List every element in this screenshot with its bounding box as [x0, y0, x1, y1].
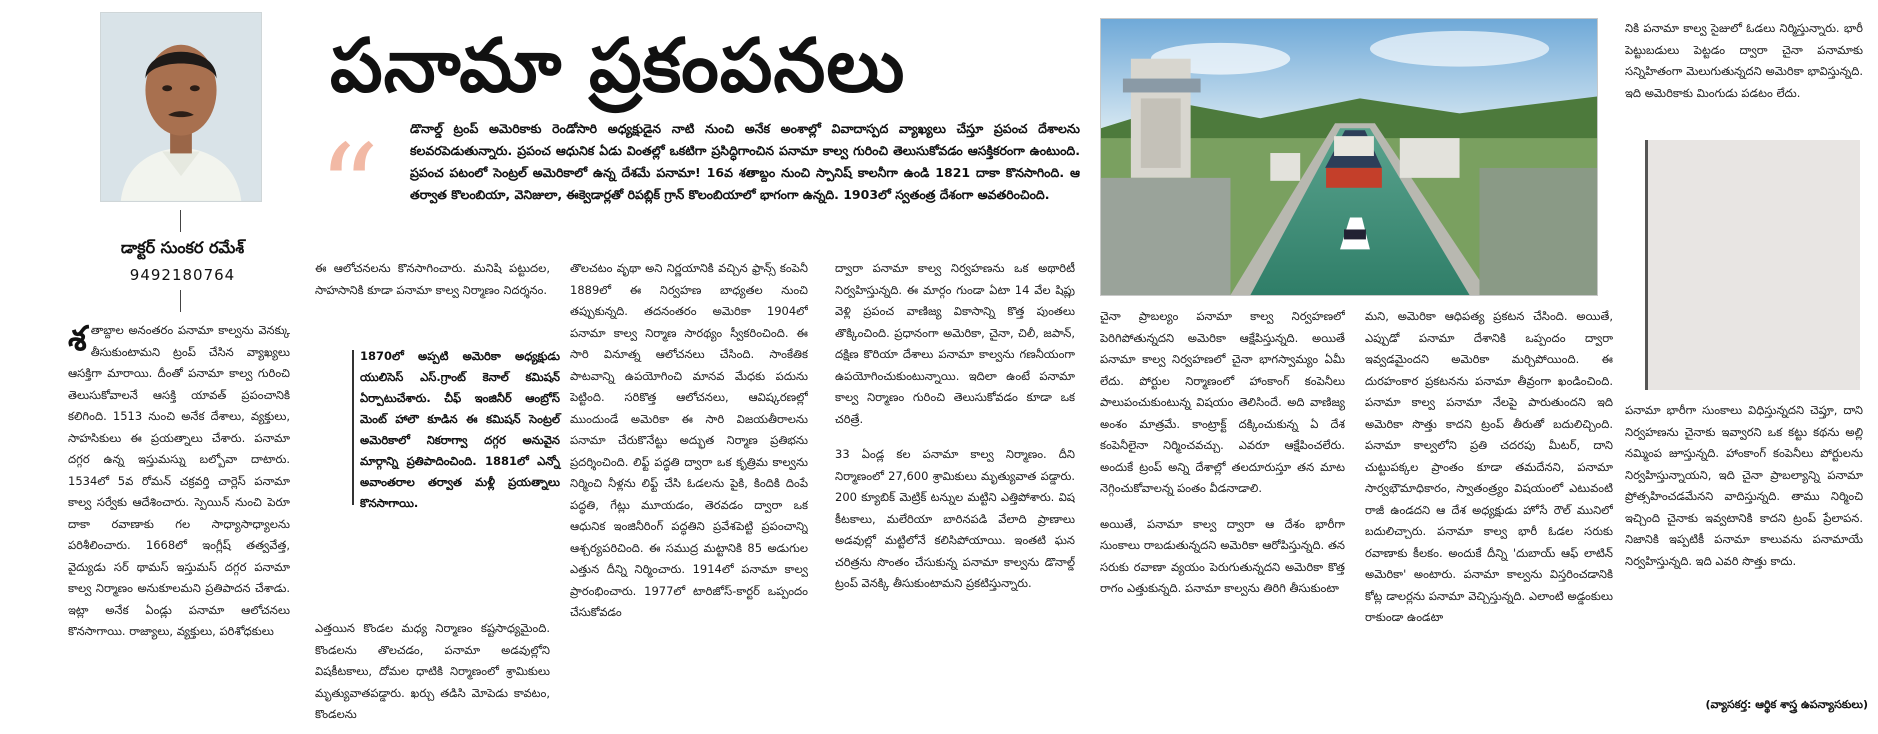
panama-canal-photo — [1100, 18, 1598, 296]
highlight-box-bar — [1645, 140, 1648, 390]
article-column-2-bottom — [315, 618, 550, 723]
divider-line — [180, 210, 181, 232]
column-text: 33 ఏండ్ల కల పనామా కాల్వ నిర్మాణం. దీని నిర్మాణంలో 27,600 శ్రామికులు మృత్యువాత పడ్డారు. 200 క్యూబిక్ మెట్రిక్ టన్నుల మట్టిని ఎత్తిపోశారు. విష కీటకాలు, మలేరియా బారినపడి వేలాది ప్రాణాలు అడవుల్లో మట్టిలోనే కలిసిపోయాయి. ఇంతటి ఘన చరిత్రను సొంతం చేసుకున్న పనామా కాల్వను డొనాల్డ్ ట్రంప్ వెనక్కి తీసుకుంటామని ప్రకటిస్తున్నారు. — [835, 447, 1075, 590]
author-phone: 9492180764 — [129, 266, 236, 284]
article-column-6 — [1365, 306, 1613, 724]
article-column-1 — [68, 320, 290, 720]
article-column-3 — [570, 258, 808, 723]
column-text: చైనా ప్రాబల్యం పనామా కాల్వ నిర్వహణలో పెరిగిపోతున్నదని అమెరికా ఆక్షేపిస్తున్నది. అయితే పనామా కాల్వ నిర్వహణలో చైనా భాగస్వామ్యం ఏమీ లేదు. పోర్టుల నిర్మాణంలో హాంకాంగ్ కంపెనీలు పాలుపంచుకుంటున్న విషయం తెలిసిందే. అది వాణిజ్య అంశం మాత్రమే. కాంట్రాక్ట్ దక్కించుకున్న ఏ దేశ కంపెనీలైనా నిర్మించవచ్చు. ఎవరూ ఆక్షేపించలేరు. అందుకే ట్రంప్ అన్ని దేశాల్లో తలదూరుస్తూ తన మాట నెగ్గించుకోవాలన్న పంతం వీడనాడాలి. — [1100, 309, 1345, 495]
article-column-5 — [1100, 306, 1345, 724]
author-name: డాక్టర్ సుంకర రమేశ్ — [120, 238, 245, 257]
intro-paragraph: డొనాల్డ్ ట్రంప్ అమెరికాకు రెండోసారి అధ్యక్షుడైన నాటి నుంచి అనేక అంశాల్లో వివాదాస్పద వ్యాఖ్యలు చేస్తూ ప్రపంచ దేశాలను కలవరపెడుతున్నారు. ప్రపంచ ఆధునిక ఏడు వింతల్లో ఒకటిగా ప్రసిద్ధిగాంచిన పనామా కాల్వ గురించి తెలుసుకోవడం ఆసక్తికరంగా ఉంటుంది. ప్రపంచ పటంలో సెంట్రల్ అమెరికాలో ఉన్న దేశమే పనామా! 16వ శతాబ్దం నుంచి స్పానిష్ కాలనీగా ఉండి 1821 దాకా కొనసాగింది. ఆ తర్వాత కొలంబియా, వెనిజులా, ఈక్వెడార్లతో రిపబ్లిక్ గ్రాన్ కొలంబియాలో భాగంగా ఉన్నది. 1903లో స్వతంత్ర దేశంగా అవతరించింది. — [410, 121, 1080, 202]
column-text: నికి పనామా కాల్వ సైజులో ఓడలు నిర్మిస్తున్నారు. భారీ పెట్టుబడులు పెట్టడం ద్వారా చైనా పనామాకు సన్నిహితంగా మెలుగుతున్నదని అమెరికా భావిస్తున్నది. ఇది అమెరికాకు మింగుడు పడటం లేదు. — [1625, 21, 1863, 100]
divider-line — [180, 290, 181, 312]
drop-cap: శ — [68, 320, 87, 359]
author-photo — [100, 12, 262, 202]
column-text: ఈ ఆలోచనలను కొనసాగించారు. మనిషి పట్టుదల, సాహసానికి కూడా పనామా కాల్వ నిర్మాణం నిదర్శనం. — [315, 261, 550, 297]
article-column-2-top — [315, 258, 550, 338]
column-text: మని, అమెరికా ఆధిపత్య ప్రకటన చేసింది. అయితే, ఎప్పుడో పనామా దేశానికి ఒప్పందం ద్వారా ఇవ్వడమైందని అమెరికా మర్చిపోయింది. ఈ దురహంకార ప్రకటనను పనామా తీవ్రంగా ఖండించింది. పనామా కాల్వ పనామా నేలపై పారుతుందని ఇది అమెరికా సొత్తు కాదని ట్రంప్ తీరుతో బదులిచ్చింది. పనామా కాల్వలోని ప్రతి చదరపు మీటర్, దాని చుట్టుపక్కల ప్రాంతం కూడా తమదేనని, పనామా సార్వభౌమాధికారం, స్వాతంత్ర్యం విషయంలో ఎటువంటి రాజీ ఉండదని ఆ దేశ అధ్యక్షుడు హోసే రౌల్ మునిలో బదులిచ్చారు. పనామా కాల్వ భారీ ఓడల సరుకు రవాణాకు కీలకం. అందుకే దీన్ని 'దుబాయ్ ఆఫ్ లాటిన్ అమెరికా' అంటారు. పనామా కాల్వను విస్తరించడానికి కోట్ల డాలర్లను పనామా వెచ్చిస్తున్నది. ఎలాంటి అడ్డంకులు రాకుండా ఉండటా — [1365, 309, 1613, 624]
column-text: ఎత్తయిన కొండల మధ్య నిర్మాణం కష్టసాధ్యమైంది. కొండలను తొలచడం, పనామా అడవుల్లోని విషకీటకాలు, దోమల ధాటికి నిర్మాణంలో శ్రామికులు మృత్యువాతపడ్డారు. ఖర్చు తడిసి మోపెడు కావటం, కొండలను — [315, 621, 550, 721]
headline: పనామా ప్రకంపనలు — [330, 23, 906, 109]
quote-mark-icon: “ — [318, 120, 380, 259]
column-text: అయితే, పనామా కాల్వ ద్వారా ఆ దేశం భారీగా సుంకాలు రాబడుతున్నదని అమెరికా ఆరోపిస్తున్నది. తన సరుకు రవాణా వ్యయం పెరుగుతున్నదని అమెరికా కొత్త రాగం ఎత్తుకున్నది. పనామా కాల్వను తిరిగి తీసుకుంటా — [1100, 516, 1345, 595]
article-column-7-bottom — [1625, 400, 1863, 690]
article-column-7-top — [1625, 18, 1863, 128]
article-column-4 — [835, 258, 1075, 723]
highlight-box — [1645, 140, 1860, 390]
column-text: తొలచటం వృథా అని నిర్ణయానికి వచ్చిన ఫ్రాన్స్ కంపెనీ 1889లో ఈ నిర్వహణ బాధ్యతల నుంచి తప్పుకున్నది. తదనంతరం అమెరికా 1904లో పనామా కాల్వ నిర్మాణ సారథ్యం స్వీకరించింది. ఈ సారి వినూత్న ఆలోచనలు చేసింది. సాంకేతిక పాటవాన్ని ఉపయోగించి మానవ మేధకు పదును పెట్టింది. సరికొత్త ఆలోచనలు, ఆవిష్కరణల్లో ముందుండే అమెరికా ఈ సారి విజయతీరాలను పనామా చేరుకొనేట్టు అద్భుత నిర్మాణ ప్రతిభను ప్రదర్శించింది. లిఫ్ట్ పద్ధతి ద్వారా ఒక కృత్రిమ కాల్వను నిర్మించి నీళ్లను లిఫ్ట్ చేసి ఓడలను పైకి, కిందికి దింపే పద్ధతి, గేట్లు మూయడం, తెరవడం ద్వారా ఒక ఆధునిక ఇంజినీరింగ్ పద్ధతిని ప్రవేశపెట్టి ప్రపంచాన్ని ఆశ్చర్యపరిచింది. ఈ సముద్ర మట్టానికి 85 అడుగుల ఎత్తున దీన్ని నిర్మించారు. 1914లో పనామా కాల్వ ప్రారంభించారు. 1977లో టారిజోస్-కార్టర్ ఒప్పందం చేసుకోవడం — [570, 261, 808, 619]
column-text: తాబ్దాల అనంతరం పనామా కాల్వను వెనక్కు తీసుకుంటామని ట్రంప్ చేసిన వ్యాఖ్యలు ఆసక్తిగా మారాయి. దీంతో పనామా కాల్వ గురించి తెలుసుకోవాలనే ఆసక్తి యావత్ ప్రపంచానికి కలిగింది. 1513 నుంచి అనేక దేశాలు, వ్యక్తులు, సాహసికులు ఈ ప్రయత్నాలు చేశారు. పనామా దగ్గర ఉన్న ఇస్తుమస్ను బల్బోవా దాటారు. 1534లో 5వ రోమన్ చక్రవర్తి చార్లెస్ పనామా కాల్వ సర్వేకు ఆదేశించారు. స్పెయిన్ నుంచి పెరూ దాకా రవాణాకు గల సాధ్యాసాధ్యాలను పరిశీలించారు. 1668లో ఇంగ్లీష్ తత్వవేత్త, వైద్యుడు సర్ థామస్ ఇస్తుమస్ దగ్గర పనామా కాల్వ నిర్మాణం అనుకూలమని ప్రతిపాదన చేశాడు. ఇట్లా అనేక ఏండ్లు పనామా ఆలోచనలు కొనసాగాయి. రాజ్యాలు, వ్యక్తులు, పరిశోధకులు — [68, 323, 290, 638]
pull-quote-bar — [352, 350, 354, 505]
author-byline: (వ్యాసకర్త: ఆర్థిక శాస్త్ర ఉపన్యాసకులు) — [1705, 698, 1868, 711]
pull-quote: 1870లో అప్పటి అమెరికా అధ్యక్షుడు యులిసెస్ ఎస్.గ్రాంట్ కెనాల్ కమిషన్ ఏర్పాటుచేశారు. చీఫ్ ఇంజినీర్ ఆంబ్రోస్ మెంట్ హాలౌ కూడిన ఈ కమిషన్ సెంట్రల్ అమెరికాలో నికరాగ్వా దగ్గర అనువైన మార్గాన్ని ప్రతిపాదించింది. 1881లో ఎన్నో అవాంతరాల తర్వాత మళ్లీ ప్రయత్నాలు కొనసాగాయి. — [360, 349, 560, 510]
column-text: పనామా భారీగా సుంకాలు విధిస్తున్నదని చెప్తూ, దాని నిర్వహణను చైనాకు ఇవ్వారని ఒక కట్టు కథను అల్లి నమ్మింప జూస్తున్నది. హాంకాంగ్ కంపెనీలు పోర్టులను నిర్వహిస్తున్నాయని, ఇది చైనా ప్రాబల్యాన్ని పనామా ప్రోత్సహించడమేనని వాదిస్తున్నది. తాము నిర్మించి ఇచ్చింది చైనాకు ఇవ్వటానికి కాదని ట్రంప్ ప్రేలాపన. నిజానికి ఇప్పటికీ పనామా కాలువను పనామాయే నిర్వహిస్తున్నది. ఇది ఎవరి సొత్తు కాదు. — [1625, 403, 1863, 568]
column-text: ద్వారా పనామా కాల్వ నిర్వహణను ఒక అథారిటీ నిర్వహిస్తున్నది. ఈ మార్గం గుండా ఏటా 14 వేల షిప్లు వెళ్లి ప్రపంచ వాణిజ్య వికాసాన్ని కొత్త పుంతలు తొక్కించింది. ప్రధానంగా అమెరికా, చైనా, చిలీ, జపాన్, దక్షిణ కొరియా దేశాలు పనామా కాల్వను గణనీయంగా ఉపయోగించుకుంటున్నాయి. ఇదిలా ఉంటే పనామా కాల్వ నిర్మాణం గురించి తెలుసుకోవడం కూడా ఒక చరిత్రే. — [835, 261, 1075, 426]
